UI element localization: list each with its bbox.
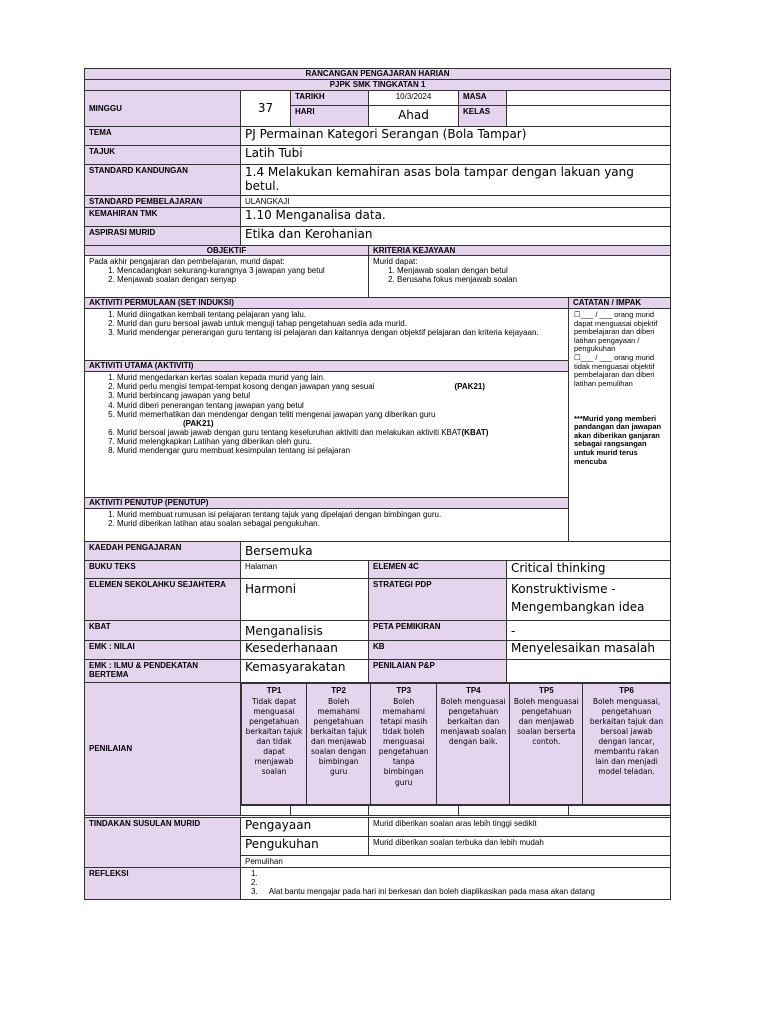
peta-value[interactable]: - [507, 620, 671, 640]
kriteria-item: 1. Menjawab soalan dengan betul [397, 266, 666, 275]
minggu-value[interactable]: 37 [241, 91, 291, 127]
kemahiran-tmk-label: KEMAHIRAN TMK [85, 207, 241, 226]
emk-ilmu-label: EMK : ILMU & PENDEKATAN BERTEMA [85, 659, 241, 682]
tindakan-label: TINDAKAN SUSULAN MURID [85, 817, 241, 867]
header-title: RANCANGAN PENGAJARAN HARIAN [85, 69, 671, 80]
pak21-tag: (PAK21) [454, 382, 486, 392]
tp-cell: TP1 Tidak dapat menguasai pengetahuan berkaitan tajuk dan tidak dapat menjawab soalan [242, 683, 307, 804]
tp-cell: TP2 Boleh memahami pengetahuan berkaitan tajuk dan menjawab soalan dengan bimbingan guru [307, 683, 371, 804]
aspirasi-label: ASPIRASI MURID [85, 226, 241, 245]
refleksi-item[interactable]: 2. [251, 878, 258, 888]
standard-kandungan-label: STANDARD KANDUNGAN [85, 165, 241, 196]
strategi-value[interactable]: Konstruktivisme - Mengembangkan idea [507, 578, 671, 620]
kemahiran-tmk-value[interactable]: 1.10 Menganalisa data. [241, 207, 671, 226]
penilaian-pp-value[interactable] [507, 659, 671, 682]
tp-mark[interactable] [369, 805, 459, 815]
refleksi-item[interactable]: 3. Alat bantu mengajar pada hari ini berkesan dan boleh diaplikasikan pada masa akan datang [251, 887, 595, 897]
minggu-label: MINGGU [85, 91, 241, 127]
pengukuhan-label: Pengukuhan [241, 836, 369, 855]
tp-mark[interactable] [291, 805, 369, 815]
kelas-label: KELAS [459, 106, 507, 127]
tp-cell: TP3 Boleh memahami tetapi masih tidak boleh menguasai pengetahuan tanpa bimbingan guru [371, 683, 437, 804]
objektif-intro: Pada akhir pengajaran dan pembelajaran, murid dapat: [89, 256, 285, 266]
penutup-label: AKTIVITI PENUTUP (PENUTUP) [85, 497, 569, 508]
utama-label: AKTIVITI UTAMA (AKTIVITI) [85, 360, 569, 371]
objektif-content [85, 255, 369, 297]
standard-pembelajaran-value[interactable]: ULANGKAJI [241, 195, 671, 207]
kb-label: KB [369, 640, 507, 659]
permulaan-label: AKTIVITI PERMULAAN (SET INDUKSI) [85, 297, 569, 308]
utama-item: 1. Murid mengedarkan kertas soalan kepada murid yang lain. [117, 373, 564, 382]
utama-item: 5. Murid memerhatikan dan mendengar dengan teliti mengenai jawapan yang diberikan guru (PAK21) [117, 410, 564, 428]
masa-label: MASA [459, 91, 507, 106]
tarikh-value[interactable]: 10/3/2024 [369, 91, 459, 106]
kriteria-item: 2. Berusaha fokus menjawab soalan [397, 275, 666, 284]
objektif-item: 1. Mencadangkan sekurang-kurangnya 3 jawapan yang betul [117, 266, 364, 275]
penutup-item: 1. Murid membuat rumusan isi pelajaran tentang tajuk yang dipelajari dengan bimbingan guru. [117, 510, 564, 519]
tp-mark[interactable] [241, 805, 291, 815]
objektif-label: OBJEKTIF [85, 245, 369, 255]
catatan-p1[interactable]: ☐___ / ___ orang murid dapat menguasai objektif pembelajaran dan diberi latihan pengayaan / pengukuhan [574, 309, 658, 354]
utama-item: 4. Murid diberi penerangan tentang jawapan yang betul [117, 401, 564, 410]
emk-ilmu-value[interactable]: Kemasyarakatan [241, 659, 369, 682]
permulaan-content [85, 308, 569, 360]
utama-item: 3. Murid berbincang jawapan yang betul [117, 391, 564, 400]
hari-value[interactable]: Ahad [369, 106, 459, 127]
kb-value[interactable]: Menyelesaikan masalah [507, 640, 671, 659]
refleksi-label: REFLEKSI [85, 867, 241, 899]
utama-item: 8. Murid mendengar guru membuat kesimpulan tentang isi pelajaran [117, 446, 564, 455]
tema-label: TEMA [85, 127, 241, 146]
tp-cell: TP4 Boleh menguasai pengetahuan berkaitan dan menjawab soalan dengan baik. [437, 683, 510, 804]
kbat-tag: (KBAT) [461, 428, 489, 438]
pak21-tag: (PAK21) [183, 418, 214, 428]
permulaan-item: 2. Murid dan guru bersoal jawab untuk menguji tahap pengetahuan sedia ada murid. [117, 319, 564, 328]
tp-table [241, 683, 671, 805]
elemen4c-label: ELEMEN 4C [369, 560, 507, 578]
penilaian-pp-label: PENILAIAN P&P [369, 659, 507, 682]
objektif-item: 2. Menjawab soalan dengan senyap [117, 275, 364, 284]
kbat-label: KBAT [85, 620, 241, 640]
catatan-content [569, 308, 671, 541]
strategi-label: STRATEGI PDP [369, 578, 507, 620]
tp-mark[interactable] [459, 805, 569, 815]
standard-pembelajaran-label: STANDARD PEMBELAJARAN [85, 195, 241, 207]
emk-nilai-label: EMK : NILAI [85, 640, 241, 659]
penutup-item: 2. Murid diberikan latihan atau soalan sebagai pengukuhan. [117, 519, 564, 528]
kriteria-label: KRITERIA KEJAYAAN [369, 245, 671, 255]
utama-content [85, 371, 569, 497]
utama-item: 6. Murid bersoal jawab jawab dengan guru tentang keseluruhan aktiviti dan melakukan aktiviti KBAT(KBAT) [117, 428, 564, 437]
tp-cell: TP5 Boleh menguasai pengetahuan dan menjawab soalan berserta contoh. [510, 683, 583, 804]
tarikh-label: TARIKH [291, 91, 369, 106]
lesson-plan-table [84, 68, 671, 900]
kelas-value[interactable] [507, 106, 671, 127]
buku-teks-label: BUKU TEKS [85, 560, 241, 578]
hari-label: HARI [291, 106, 369, 127]
peta-label: PETA PEMIKIRAN [369, 620, 507, 640]
elemen-sekolah-label: ELEMEN SEKOLAHKU SEJAHTERA [85, 578, 241, 620]
emk-nilai-value[interactable]: Kesederhanaan [241, 640, 369, 659]
tajuk-value[interactable]: Latih Tubi [241, 146, 671, 165]
catatan-label: CATATAN / IMPAK [569, 297, 671, 308]
tema-value[interactable]: PJ Permainan Kategori Serangan (Bola Tampar) [241, 127, 671, 146]
buku-teks-value[interactable]: Halaman [241, 560, 369, 578]
standard-kandungan-value[interactable]: 1.4 Melakukan kemahiran asas bola tampar dengan lakuan yang betul. [241, 165, 671, 196]
kbat-value[interactable]: Menganalisis [241, 620, 369, 640]
tajuk-label: TAJUK [85, 146, 241, 165]
elemen4c-value[interactable]: Critical thinking [507, 560, 671, 578]
tp-cell: TP6 Boleh menguasai, pengetahuan berkaitan tajuk dan bersoal jawab dengan lancar, membantu rakan lain dan menjadi model teladan. [583, 683, 670, 804]
penutup-content [85, 508, 569, 541]
refleksi-item[interactable]: 1. [251, 868, 258, 878]
tp-mark[interactable] [569, 805, 671, 815]
masa-value[interactable] [507, 91, 671, 106]
pengayaan-label: Pengayaan [241, 817, 369, 836]
kaedah-label: KAEDAH PENGAJARAN [85, 541, 241, 560]
refleksi-content [241, 867, 671, 899]
header-subtitle: PJPK SMK TINGKATAN 1 [85, 80, 671, 91]
catatan-p2[interactable]: ☐___ / ___ orang murid tidak menguasai objektif pembelajaran dan diberi latihan pemulihan [574, 353, 655, 388]
permulaan-item: 1. Murid diingatkan kembali tentang pelajaran yang lalu. [117, 310, 564, 319]
permulaan-item: 3. Murid mendengar penerangan guru tentang isi pelajaran dan kaitannya dengan objektif pelajaran dan kriteria kejayaan. [117, 328, 564, 337]
pengayaan-desc[interactable]: Murid diberikan soalan aras lebih tinggi sedikit [369, 817, 671, 836]
lesson-plan-sheet [84, 68, 670, 900]
utama-item: 7. Murid melengkapkan Latihan yang diberikan oleh guru. [117, 437, 564, 446]
pengukuhan-desc[interactable]: Murid diberikan soalan terbuka dan lebih mudah [369, 836, 671, 855]
elemen-sekolah-value[interactable]: Harmoni [241, 578, 369, 620]
catatan-p3: ***Murid yang memberi pandangan dan jawapan akan diberikan ganjaran sebagai rangsangan untuk murid terus mencuba [574, 413, 662, 466]
utama-item: 2. Murid perlu mengisi tempat-tempat kosong dengan jawapan yang sesuai (PAK21) [117, 382, 564, 391]
aspirasi-value[interactable]: Etika dan Kerohanian [241, 226, 671, 245]
kaedah-value[interactable]: Bersemuka [241, 541, 671, 560]
tp-container [241, 682, 671, 805]
penilaian-label: PENILAIAN [85, 682, 241, 815]
pemulihan-label: Pemulihan [241, 855, 671, 867]
kriteria-content [369, 255, 671, 297]
kriteria-intro: Murid dapat: [373, 256, 418, 266]
